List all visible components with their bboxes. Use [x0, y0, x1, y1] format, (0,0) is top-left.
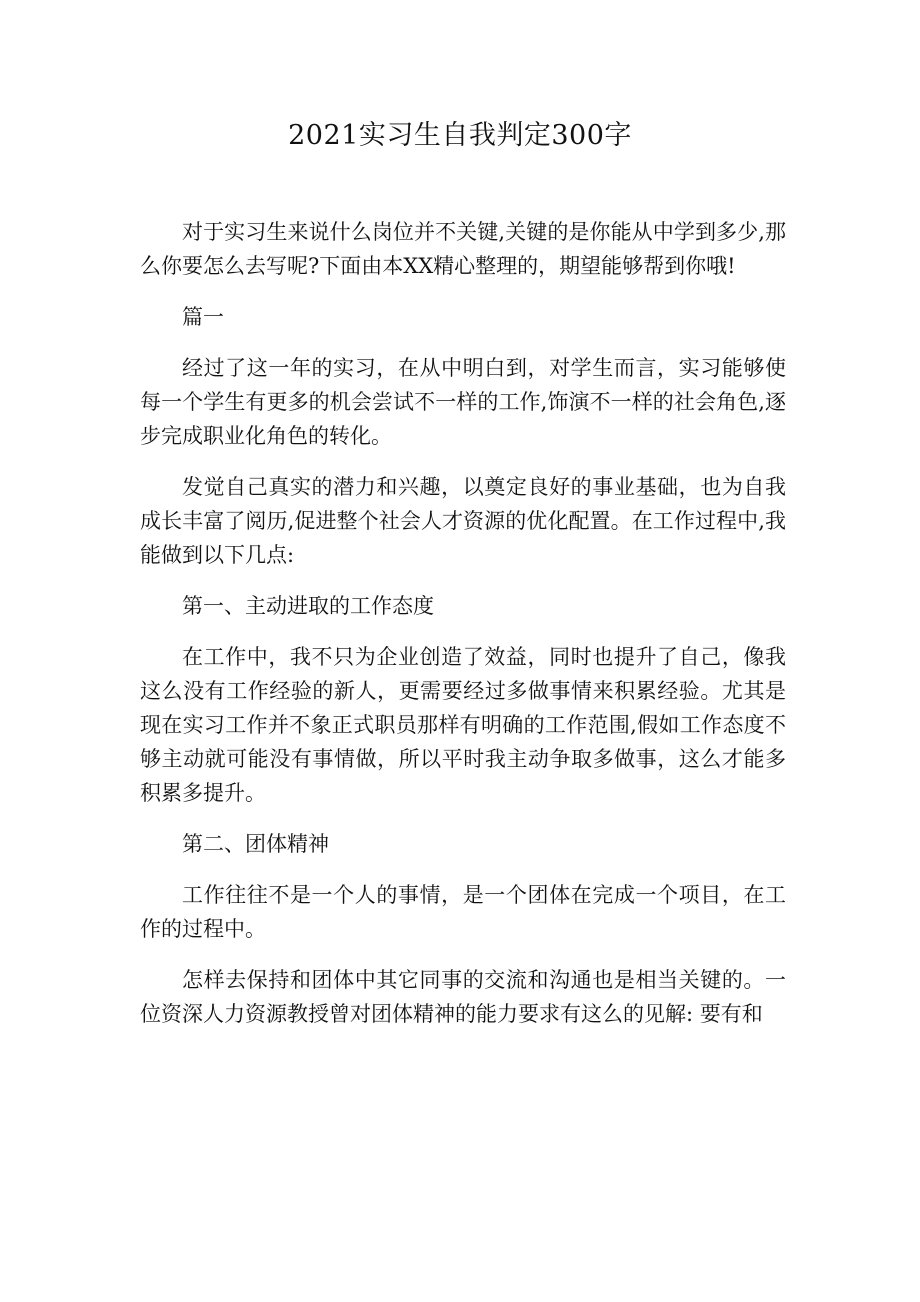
paragraph-internship-experience: 经过了这一年的实习，在从中明白到，对学生而言，实习能够使每一个学生有更多的机会尝试不一样的工作,饰演不一样的社会角色,逐步完成职业化角色的转化。: [140, 356, 786, 448]
paragraph-team-project: 工作往往不是一个人的事情，是一个团体在完成一个项目，在工作的过程中。: [140, 883, 786, 941]
paragraph-work-attitude: 在工作中，我不只为企业创造了效益，同时也提升了自己，像我这么没有工作经验的新人，更需要经过多做事情来积累经验。尤其是现在实习工作并不象正式职员那样有明确的工作范围,假如工作态度不够主动就可能没有事情做，所以平时我主动争取多做事，这么才能多积累多提升。: [140, 645, 786, 805]
paragraph-intro: 对于实习生来说什么岗位并不关键,关键的是你能从中学到多少,那么你要怎么去写呢?下面由本XX精心整理的，期望能够帮到你哦!: [140, 220, 786, 278]
document-title: 2021实习生自我判定300字: [288, 120, 632, 151]
paragraph-team-communication: 怎样去保持和团体中其它同事的交流和沟通也是相当关键的。一位资深人力资源教授曾对团体精神的能力要求有这么的见解: 要有和: [140, 968, 786, 1026]
section-heading-team-spirit: 第二、团体精神: [182, 832, 329, 856]
document-body: [140, 215, 786, 1048]
paragraph-discover-potential: 发觉自己真实的潜力和兴趣，以奠定良好的事业基础，也为自我成长丰富了阅历,促进整个社会人才资源的优化配置。在工作过程中,我能做到以下几点:: [140, 475, 786, 567]
section-heading-work-attitude: 第一、主动进取的工作态度: [182, 594, 434, 618]
section-heading-part-one: 篇一: [182, 305, 224, 329]
